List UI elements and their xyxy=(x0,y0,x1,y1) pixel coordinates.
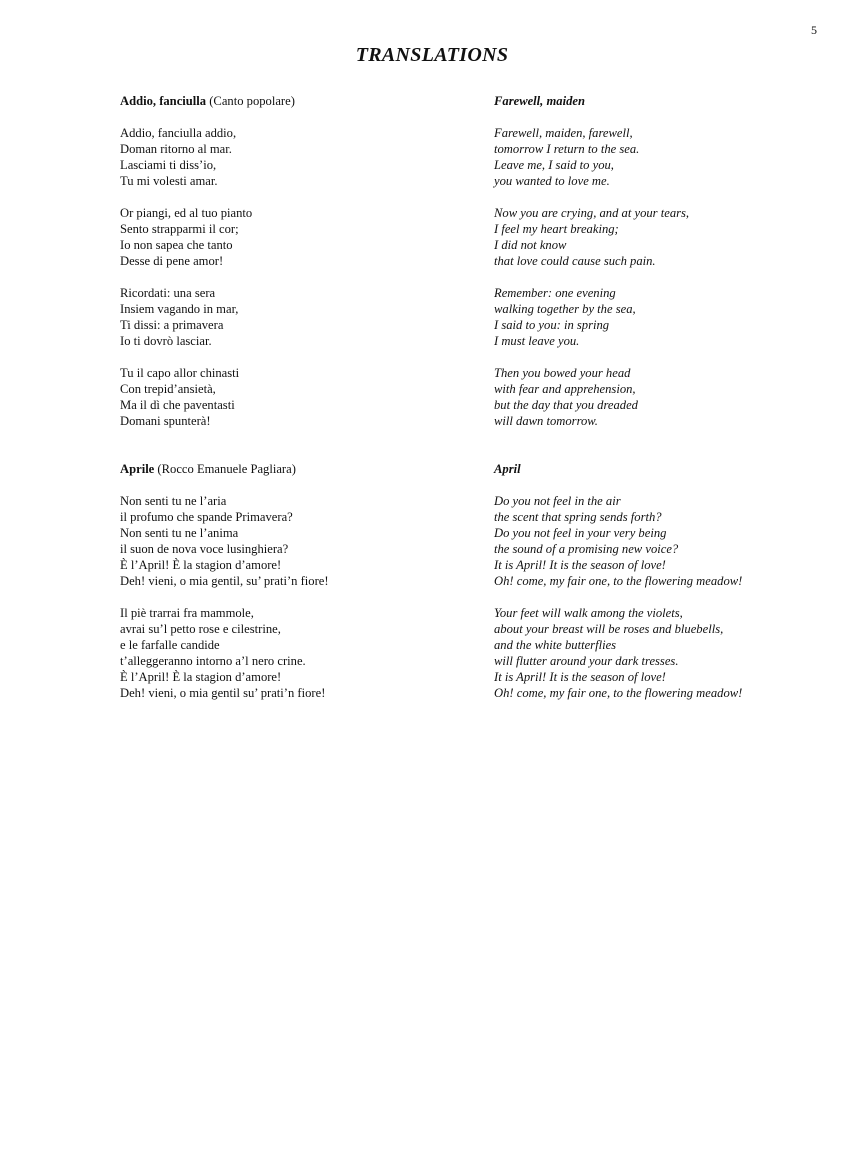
verse-line: Non senti tu ne l’anima xyxy=(120,526,239,540)
spacer xyxy=(120,477,460,493)
verse-line: Doman ritorno al mar. xyxy=(120,142,232,156)
verse-line: you wanted to love me. xyxy=(494,174,610,188)
verse-line: e le farfalle candide xyxy=(120,638,220,652)
verse-line: Io non sapea che tanto xyxy=(120,238,233,252)
verse-line: It is April! It is the season of love! xyxy=(494,670,666,684)
verse-line: Insiem vagando in mar, xyxy=(120,302,239,316)
verse-line: t’alleggeranno intorno a’l nero crine. xyxy=(120,654,306,668)
verse-line: Addio, fanciulla addio, xyxy=(120,126,237,140)
song-author: (Canto popolare) xyxy=(206,94,295,108)
stanza-italian xyxy=(120,205,460,269)
song-title-italian: Addio, fanciulla xyxy=(120,94,207,108)
song-title-english: April xyxy=(494,462,521,476)
verse-line: Oh! come, my fair one, to the flowering meadow! xyxy=(494,574,743,588)
verse-line: Ma il dì che paventasti xyxy=(120,398,235,412)
verse-line: that love could cause such pain. xyxy=(494,254,656,268)
verse-line: with fear and apprehension, xyxy=(494,382,636,396)
page-number: 5 xyxy=(811,23,817,37)
spacer xyxy=(494,109,834,125)
stanza-english xyxy=(494,125,834,189)
italian-column xyxy=(120,93,460,717)
song-heading-italian xyxy=(120,93,460,109)
verse-line: È l’April! È la stagion d’amore! xyxy=(120,558,282,572)
verse-line: Tu mi volesti amar. xyxy=(120,174,218,188)
verse-line: il profumo che spande Primavera? xyxy=(120,510,293,524)
verse-line: Tu il capo allor chinasti xyxy=(120,366,240,380)
verse-line: the scent that spring sends forth? xyxy=(494,510,662,524)
verse-line: Or piangi, ed al tuo pianto xyxy=(120,206,253,220)
song-title-english: Farewell, maiden xyxy=(494,94,585,108)
spacer xyxy=(120,109,460,125)
english-column xyxy=(494,93,834,717)
verse-line: I must leave you. xyxy=(494,334,580,348)
verse-line: will dawn tomorrow. xyxy=(494,414,598,428)
stanza-italian xyxy=(120,493,460,589)
verse-line: Then you bowed your head xyxy=(494,366,631,380)
verse-line: Sento strapparmi il cor; xyxy=(120,222,239,236)
spacer xyxy=(494,477,834,493)
stanza-english xyxy=(494,205,834,269)
stanza-english xyxy=(494,365,834,429)
verse-line: Desse di pene amor! xyxy=(120,254,224,268)
verse-line: Oh! come, my fair one, to the flowering meadow! xyxy=(494,686,743,700)
verse-line: Remember: one evening xyxy=(494,286,616,300)
verse-line: Do you not feel in your very being xyxy=(494,526,667,540)
song-heading-english xyxy=(494,461,834,477)
verse-line: Deh! vieni, o mia gentil su’ prati’n fiore! xyxy=(120,686,326,700)
verse-line: I said to you: in spring xyxy=(494,318,610,332)
verse-line: Il piè trarrai fra mammole, xyxy=(120,606,254,620)
verse-line: È l’April! È la stagion d’amore! xyxy=(120,670,282,684)
verse-line: Leave me, I said to you, xyxy=(494,158,614,172)
verse-line: It is April! It is the season of love! xyxy=(494,558,666,572)
verse-line: Now you are crying, and at your tears, xyxy=(494,206,690,220)
stanza-english xyxy=(494,285,834,349)
spacer xyxy=(120,445,460,461)
verse-line: Io ti dovrò lasciar. xyxy=(120,334,212,348)
song-heading-english xyxy=(494,93,834,109)
song-heading-italian xyxy=(120,461,460,477)
song-title-italian: Aprile xyxy=(120,462,155,476)
verse-line: walking together by the sea, xyxy=(494,302,636,316)
verse-line: will flutter around your dark tresses. xyxy=(494,654,679,668)
stanza-italian xyxy=(120,285,460,349)
verse-line: but the day that you dreaded xyxy=(494,398,638,412)
verse-line: Do you not feel in the air xyxy=(494,494,621,508)
verse-line: Non senti tu ne l’aria xyxy=(120,494,227,508)
verse-line: I feel my heart breaking; xyxy=(494,222,619,236)
verse-line: Farewell, maiden, farewell, xyxy=(494,126,633,140)
verse-line: Ricordati: una sera xyxy=(120,286,216,300)
verse-line: Your feet will walk among the violets, xyxy=(494,606,683,620)
stanza-italian xyxy=(120,605,460,701)
verse-line: and the white butterflies xyxy=(494,638,617,652)
stanza-english xyxy=(494,493,834,589)
verse-line: tomorrow I return to the sea. xyxy=(494,142,640,156)
verse-line: I did not know xyxy=(494,238,567,252)
stanza-italian xyxy=(120,125,460,189)
verse-line: il suon de nova voce lusinghiera? xyxy=(120,542,289,556)
verse-line: Domani spunterà! xyxy=(120,414,211,428)
verse-line: Con trepid’ansietà, xyxy=(120,382,216,396)
stanza-english xyxy=(494,605,834,701)
stanza-italian xyxy=(120,365,460,429)
verse-line: Lasciami ti diss’io, xyxy=(120,158,217,172)
spacer xyxy=(494,445,834,461)
song-author: (Rocco Emanuele Pagliara) xyxy=(154,462,296,476)
page-title: TRANSLATIONS xyxy=(355,44,509,66)
verse-line: the sound of a promising new voice? xyxy=(494,542,679,556)
verse-line: about your breast will be roses and bluebells, xyxy=(494,622,724,636)
verse-line: Deh! vieni, o mia gentil, su’ prati’n fiore! xyxy=(120,574,329,588)
verse-line: Ti dissi: a primavera xyxy=(120,318,224,332)
verse-line: avrai su’l petto rose e cilestrine, xyxy=(120,622,281,636)
